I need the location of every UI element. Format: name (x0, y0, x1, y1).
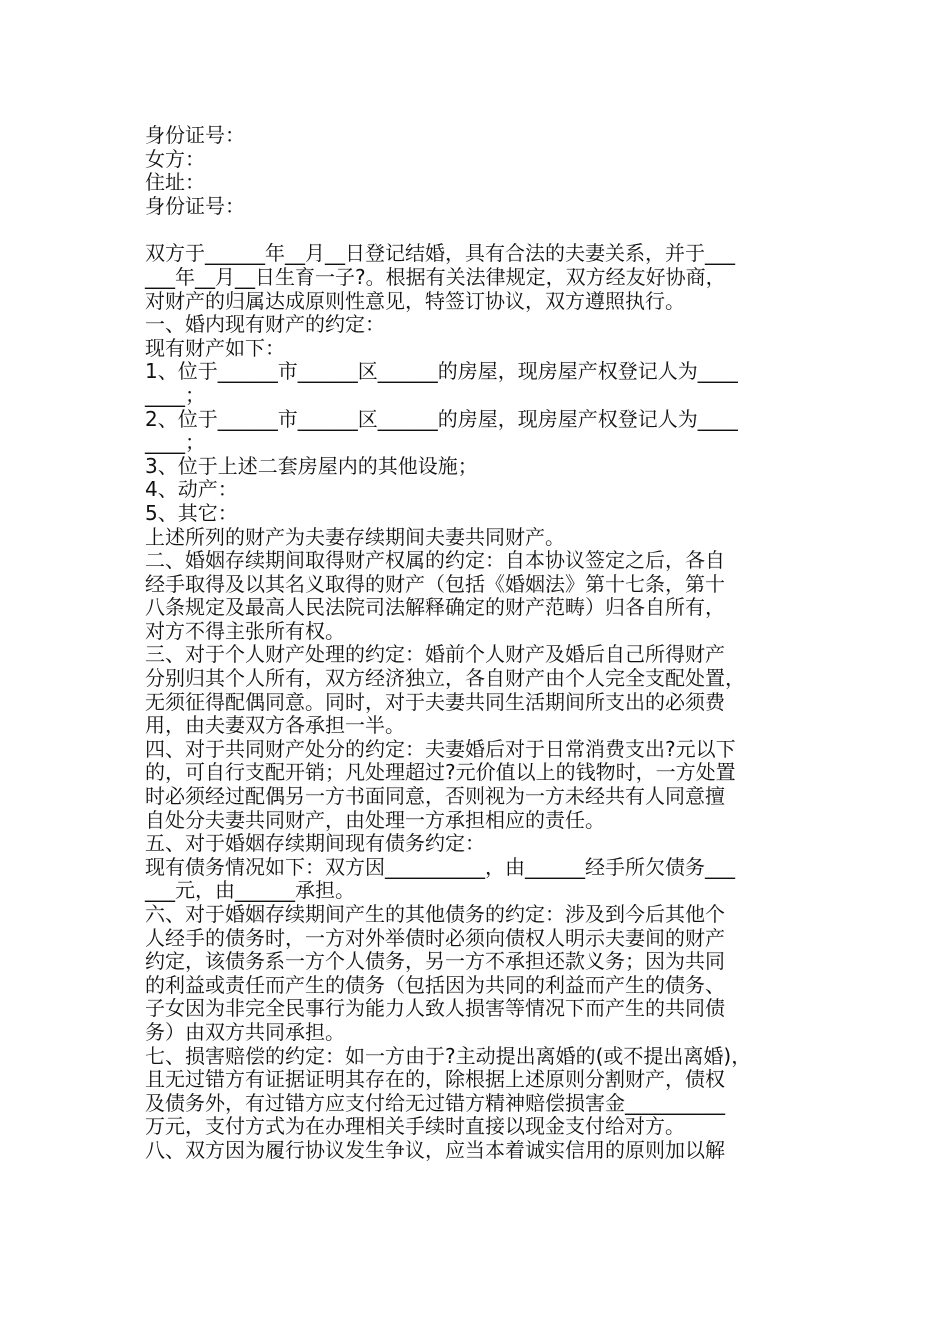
text-line: 人经手的债务时，一方对外举债时必须向债权人明示夫妻间的财产 (145, 925, 725, 950)
text-line: 的利益或责任而产生的债务（包括因为共同的利益而产生的债务、 (145, 972, 725, 997)
text-line: 八条规定及最高人民法院司法解释确定的财产范畴）归各自所有， (145, 595, 725, 620)
section-heading: 二、婚姻存续期间取得财产权属的约定：自本协议签定之后，各自 (145, 548, 725, 573)
text-line: 现有财产如下： (145, 335, 285, 360)
text-line: 及债务外，有过错方应支付给无过错方精神赔偿损害金__________ (145, 1090, 725, 1115)
section-heading: 四、对于共同财产处分的约定：夫妻婚后对于日常消费支出?元以下 (145, 736, 736, 761)
list-item: 5、其它： (145, 500, 238, 525)
text-line: 对方不得主张所有权。 (145, 618, 345, 643)
text-line: ____； (145, 382, 205, 407)
section-heading: 七、损害赔偿的约定：如一方由于?主动提出离婚的(或不提出离婚)， (145, 1043, 752, 1068)
text-line: 时必须经过配偶另一方书面同意，否则视为一方未经共有人同意擅 (145, 784, 725, 809)
text-line: 分别归其个人所有，双方经济独立，各自财产由个人完全支配处置， (145, 666, 745, 691)
text-line: 自处分夫妻共同财产，由处理一方承担相应的责任。 (145, 807, 605, 832)
text-line: 上述所列的财产为夫妻存续期间夫妻共同财产。 (145, 524, 565, 549)
text-line: 无须征得配偶同意。同时，对于夫妻共同生活期间所支出的必须费 (145, 689, 725, 714)
id-number-label: 身份证号： (145, 193, 245, 218)
text-line: 双方于______年__月__日登记结婚，具有合法的夫妻关系，并于___ (145, 241, 735, 266)
agreement-text (145, 242, 810, 1162)
text-line: ____； (145, 430, 205, 455)
section-heading: 八、双方因为履行协议发生争议，应当本着诚实信用的原则加以解 (145, 1137, 725, 1162)
text-line: 用，由夫妻双方各承担一半。 (145, 713, 405, 738)
list-item: 1、位于______市______区______的房屋，现房屋产权登记人为____ (145, 359, 738, 384)
text-line: 约定，该债务系一方个人债务，另一方不承担还款义务；因为共同 (145, 949, 725, 974)
list-item: 3、位于上述二套房屋内的其他设施； (145, 453, 478, 478)
party-info-block (145, 124, 810, 218)
section-heading: 三、对于个人财产处理的约定：婚前个人财产及婚后自己所得财产 (145, 642, 725, 667)
text-line: ___年__月__日生育一子?。根据有关法律规定，双方经友好协商， (145, 264, 726, 289)
paragraph-gap (145, 218, 810, 242)
text-line: ___元，由______承担。 (145, 878, 355, 903)
list-item: 4、动产： (145, 477, 238, 502)
section-heading: 六、对于婚姻存续期间产生的其他债务的约定：涉及到今后其他个 (145, 902, 725, 926)
document-body (145, 124, 810, 1163)
text-line: 子女因为非完全民事行为能力人致人损害等情况下而产生的共同债 (145, 996, 725, 1021)
address-label: 住址： (145, 170, 205, 195)
list-item: 2、位于______市______区______的房屋，现房屋产权登记人为____ (145, 406, 738, 431)
text-line: 且无过错方有证据证明其存在的，除根据上述原则分割财产，债权 (145, 1067, 725, 1092)
id-number-label: 身份证号： (145, 123, 245, 147)
section-heading: 一、婚内现有财产的约定： (145, 312, 385, 337)
text-line: 万元，支付方式为在办理相关手续时直接以现金支付给对方。 (145, 1114, 685, 1139)
female-party-label: 女方： (145, 146, 205, 171)
text-line: 现有债务情况如下：双方因__________，由______经手所欠债务___ (145, 854, 735, 879)
text-line: 务）由双方共同承担。 (145, 1019, 345, 1044)
section-heading: 五、对于婚姻存续期间现有债务约定： (145, 831, 485, 856)
text-line: 对财产的归属达成原则性意见，特签订协议，双方遵照执行。 (145, 288, 685, 313)
text-line: 的，可自行支配开销；凡处理超过?元价值以上的钱物时，一方处置 (145, 760, 736, 785)
text-line: 经手取得及以其名义取得的财产（包括《婚姻法》第十七条，第十 (145, 571, 725, 596)
